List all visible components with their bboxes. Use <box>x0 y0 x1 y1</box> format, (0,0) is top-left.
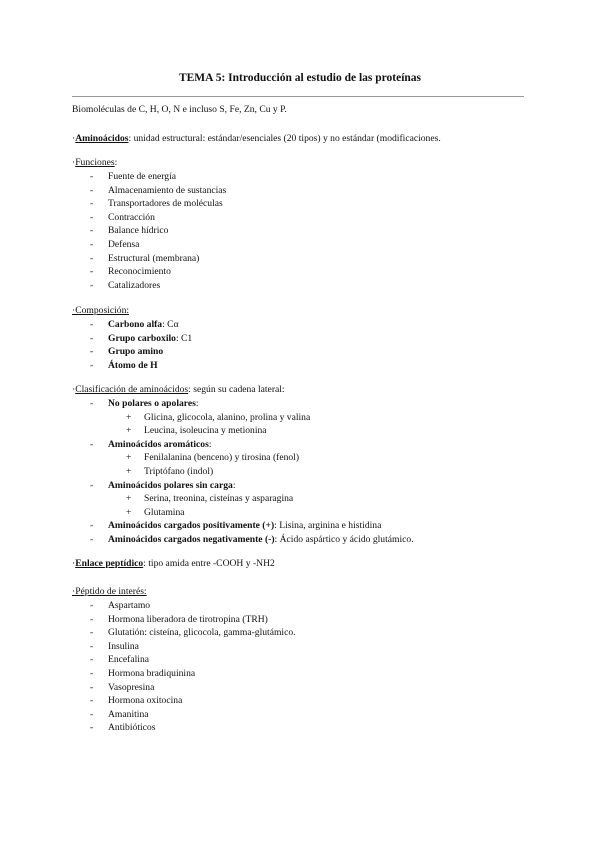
composicion-item <box>108 346 163 358</box>
clasificacion-label: Clasificación de aminoácidos <box>75 384 189 395</box>
list-dash: - <box>90 613 94 625</box>
funcion-item: Almacenamiento de sustancias <box>108 184 227 196</box>
peptido-item: Hormona oxitocina <box>108 695 183 707</box>
sublist-plus: + <box>126 506 132 518</box>
funcion-item: Estructural (membrana) <box>108 252 200 264</box>
list-dash: - <box>90 695 94 707</box>
composicion-heading: ·Composición: <box>72 305 130 316</box>
clasificacion-heading <box>72 384 285 396</box>
clasificacion-group <box>108 398 199 410</box>
sublist-plus: + <box>126 411 132 423</box>
peptido-item: Encefalina <box>108 654 150 666</box>
clasificacion-subitem: Leucina, isoleucina y metionina <box>144 425 267 437</box>
peptido-item: Glutatión: cisteína, glicocola, gamma-glutámico. <box>108 627 296 639</box>
list-dash: - <box>90 520 94 532</box>
sublist-plus: + <box>126 493 132 505</box>
sublist-plus: + <box>126 425 132 437</box>
composicion-item-text: : Cα <box>162 319 179 330</box>
list-dash: - <box>90 627 94 639</box>
sublist-plus: + <box>126 452 132 464</box>
peptido-item: Aspartamo <box>108 600 151 611</box>
bullet: · <box>72 384 76 395</box>
list-dash: - <box>90 171 94 182</box>
funcion-item: Transportadores de moléculas <box>108 198 223 210</box>
list-dash: - <box>90 266 94 278</box>
clasificacion-subitem: Glicina, glicocola, alanino, prolina y valina <box>144 411 311 423</box>
composicion-item-text: : C1 <box>175 332 193 344</box>
clasificacion-group <box>108 534 414 546</box>
composicion-item-label: Grupo carboxilo <box>108 332 176 344</box>
sublist-plus: + <box>126 466 132 477</box>
list-dash: - <box>90 184 94 196</box>
list-dash: - <box>90 198 94 210</box>
aminoacidos-text: : unidad estructural: estándar/esenciales (20 tipos) y no estándar (modificaciones. <box>128 133 441 144</box>
list-dash: - <box>90 668 94 679</box>
document-title: TEMA 5: Introducción al estudio de las proteínas <box>178 72 422 84</box>
funcion-item: Fuente de energía <box>108 171 177 182</box>
list-dash: - <box>90 239 94 250</box>
list-dash: - <box>90 438 94 450</box>
clasificacion-group <box>108 480 235 492</box>
peptido-heading: ·Péptido de interés: <box>72 586 147 597</box>
peptido-item: Hormona liberadora de tirotropina (TRH) <box>108 613 268 625</box>
enlace-paragraph <box>72 558 275 570</box>
funcion-item: Reconocimiento <box>108 266 171 278</box>
clasificacion-subitem: Fenilalanina (benceno) y tirosina (fenol) <box>144 452 300 464</box>
funciones-label: Funciones <box>75 157 115 168</box>
clasificacion-group-text: : <box>208 438 212 450</box>
composicion-item <box>108 333 192 345</box>
list-dash: - <box>90 534 94 545</box>
list-dash: - <box>90 708 94 720</box>
funciones-colon: : <box>114 157 118 168</box>
list-dash: - <box>90 681 94 693</box>
clasificacion-group-label: Aminoácidos cargados positivamente (+) <box>108 520 275 532</box>
clasificacion-group-label: Aminoácidos aromáticos <box>108 438 209 450</box>
clasificacion-group-label: Aminoácidos cargados negativamente (-) <box>108 534 275 545</box>
aminoacidos-paragraph <box>72 133 441 145</box>
clasificacion-group-text: : Ácido aspártico y ácido glutámico. <box>274 534 414 545</box>
list-dash: - <box>90 211 94 223</box>
list-dash: - <box>90 332 94 344</box>
list-dash: - <box>90 225 94 237</box>
funcion-item: Catalizadores <box>108 279 161 291</box>
list-dash: - <box>90 722 94 734</box>
bullet: · <box>72 558 76 569</box>
peptido-item: Antibióticos <box>108 722 156 734</box>
clasificacion-group <box>108 520 381 532</box>
enlace-label: Enlace peptídico <box>75 558 144 569</box>
list-dash: - <box>90 279 94 291</box>
title-divider <box>72 96 524 97</box>
peptido-item: Amanitina <box>108 708 149 720</box>
list-dash: - <box>90 654 94 666</box>
list-dash: - <box>90 359 94 371</box>
aminoacidos-label: Aminoácidos <box>75 133 129 144</box>
clasificacion-group-label: Aminoácidos polares sin carga <box>108 479 233 491</box>
composicion-item <box>108 319 179 331</box>
peptido-item: Vasopresina <box>108 681 155 693</box>
composicion-item-label: Carbono alfa <box>108 319 163 330</box>
clasificacion-subitem: Triptófano (indol) <box>144 466 214 477</box>
composicion-item-label: Grupo amino <box>108 346 164 358</box>
list-dash: - <box>90 319 94 330</box>
list-dash: - <box>90 346 94 358</box>
bullet: · <box>72 157 76 168</box>
funcion-item: Balance hídrico <box>108 225 169 237</box>
list-dash: - <box>90 640 94 652</box>
clasificacion-subitem: Serina, treonina, cisteínas y asparagina <box>144 493 294 505</box>
enlace-text: : tipo amida entre -COOH y -NH2 <box>143 558 275 569</box>
bullet: · <box>72 133 76 144</box>
peptido-item: Hormona bradiquinina <box>108 668 196 679</box>
list-dash: - <box>90 252 94 264</box>
list-dash: - <box>90 479 94 491</box>
funciones-heading <box>72 157 117 169</box>
composicion-item-label: Átomo de H <box>108 359 158 371</box>
clasificacion-group-label: No polares o apolares <box>108 398 196 409</box>
funcion-item: Contracción <box>108 211 155 223</box>
clasificacion-text: : según su cadena lateral: <box>188 384 285 395</box>
funcion-item: Defensa <box>108 239 140 250</box>
intro-text: Biomoléculas de C, H, O, N e incluso S, Fe, Zn, Cu y P. <box>72 104 287 115</box>
clasificacion-subitem: Glutamina <box>144 506 185 518</box>
clasificacion-group <box>108 439 212 451</box>
list-dash: - <box>90 398 94 409</box>
clasificacion-group-text: : <box>195 398 199 409</box>
clasificacion-group-text: : Lisina, arginina e histidina <box>274 520 382 532</box>
list-dash: - <box>90 600 94 611</box>
peptido-item: Insulina <box>108 640 139 652</box>
clasificacion-group-text: : <box>232 479 236 491</box>
composicion-item <box>108 360 158 372</box>
